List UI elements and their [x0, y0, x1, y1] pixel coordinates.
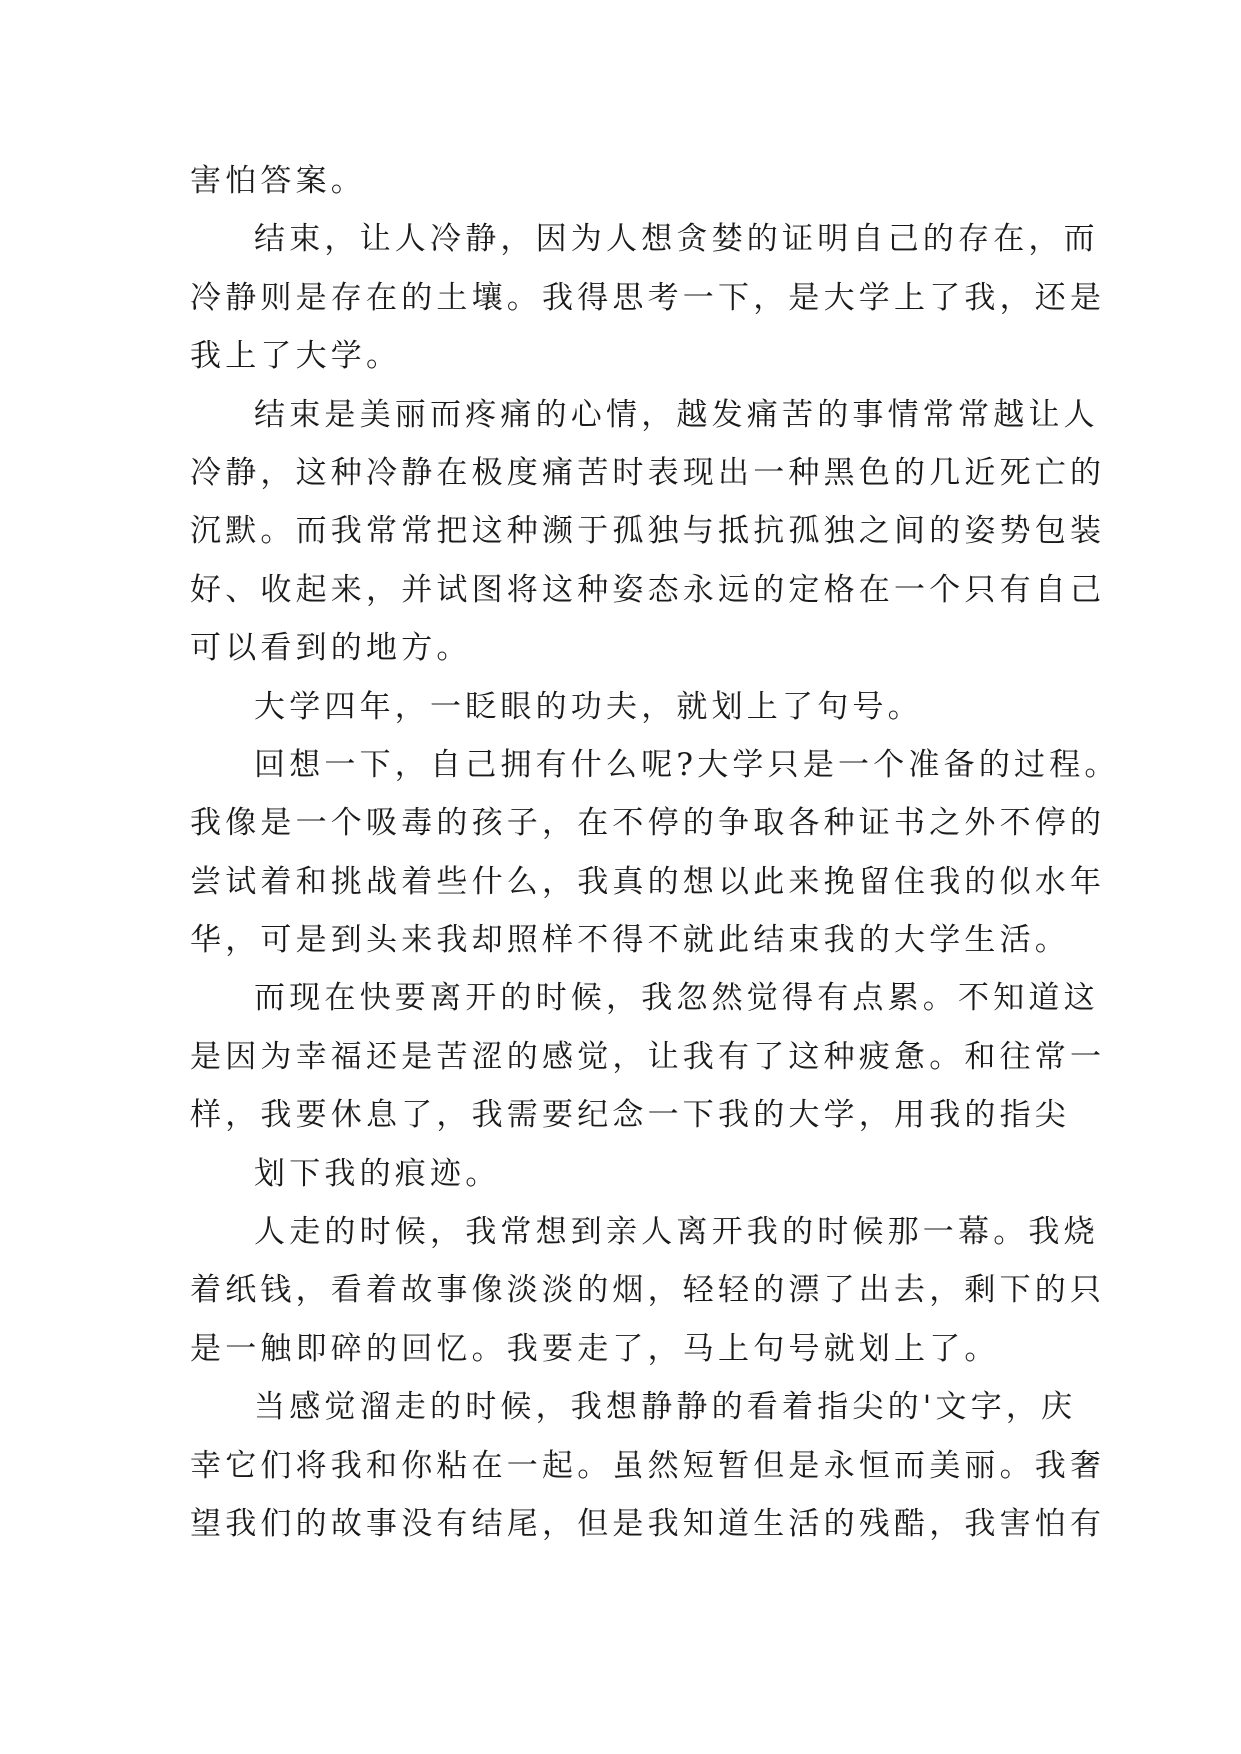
- text-line: 结束是美丽而疼痛的心情，越发痛苦的事情常常越让人: [254, 396, 1099, 433]
- text-line: 华，可是到头来我却照样不得不就此结束我的大学生活。: [190, 922, 1070, 959]
- text-line: 好、收起来，并试图将这种姿态永远的定格在一个只有自己: [190, 571, 1106, 608]
- text-line: 尝试着和挑战着些什么，我真的想以此来挽留住我的似水年: [190, 863, 1106, 900]
- text-line: 我像是一个吸毒的孩子，在不停的争取各种证书之外不停的: [190, 805, 1106, 842]
- text-line: 冷静，这种冷静在极度痛苦时表现出一种黑色的几近死亡的: [190, 454, 1106, 491]
- text-line: 大学四年，一眨眼的功夫，就划上了句号。: [254, 688, 923, 725]
- text-line: 回想一下，自己拥有什么呢?大学只是一个准备的过程。: [254, 746, 1120, 783]
- text-line: 冷静则是存在的土壤。我得思考一下，是大学上了我，还是: [190, 279, 1106, 316]
- text-line: 当感觉溜走的时候，我想静静的看着指尖的'文字，庆: [254, 1389, 1077, 1426]
- text-line: 可以看到的地方。: [190, 630, 472, 667]
- text-line: 人走的时候，我常想到亲人离开我的时候那一幕。我烧: [254, 1214, 1099, 1251]
- text-line: 而现在快要离开的时候，我忽然觉得有点累。不知道这: [254, 980, 1099, 1017]
- text-line: 结束，让人冷静，因为人想贪婪的证明自己的存在，而: [254, 221, 1099, 258]
- text-line: 望我们的故事没有结尾，但是我知道生活的残酷，我害怕有: [190, 1505, 1106, 1542]
- text-line: 是一触即碎的回忆。我要走了，马上句号就划上了。: [190, 1330, 1000, 1367]
- text-line: 样，我要休息了，我需要纪念一下我的大学，用我的指尖: [190, 1097, 1070, 1134]
- text-line: 划下我的痕迹。: [254, 1155, 501, 1192]
- document-body: [190, 152, 1120, 1553]
- text-line: 幸它们将我和你粘在一起。虽然短暂但是永恒而美丽。我奢: [190, 1447, 1106, 1484]
- text-line: 沉默。而我常常把这种濒于孤独与抵抗孤独之间的姿势包装: [190, 513, 1106, 550]
- text-line: 害怕答案。: [190, 163, 366, 199]
- text-line: 是因为幸福还是苦涩的感觉，让我有了这种疲惫。和往常一: [190, 1038, 1106, 1075]
- text-line: 我上了大学。: [190, 338, 402, 375]
- text-line: 着纸钱，看着故事像淡淡的烟，轻轻的漂了出去，剩下的只: [190, 1272, 1106, 1309]
